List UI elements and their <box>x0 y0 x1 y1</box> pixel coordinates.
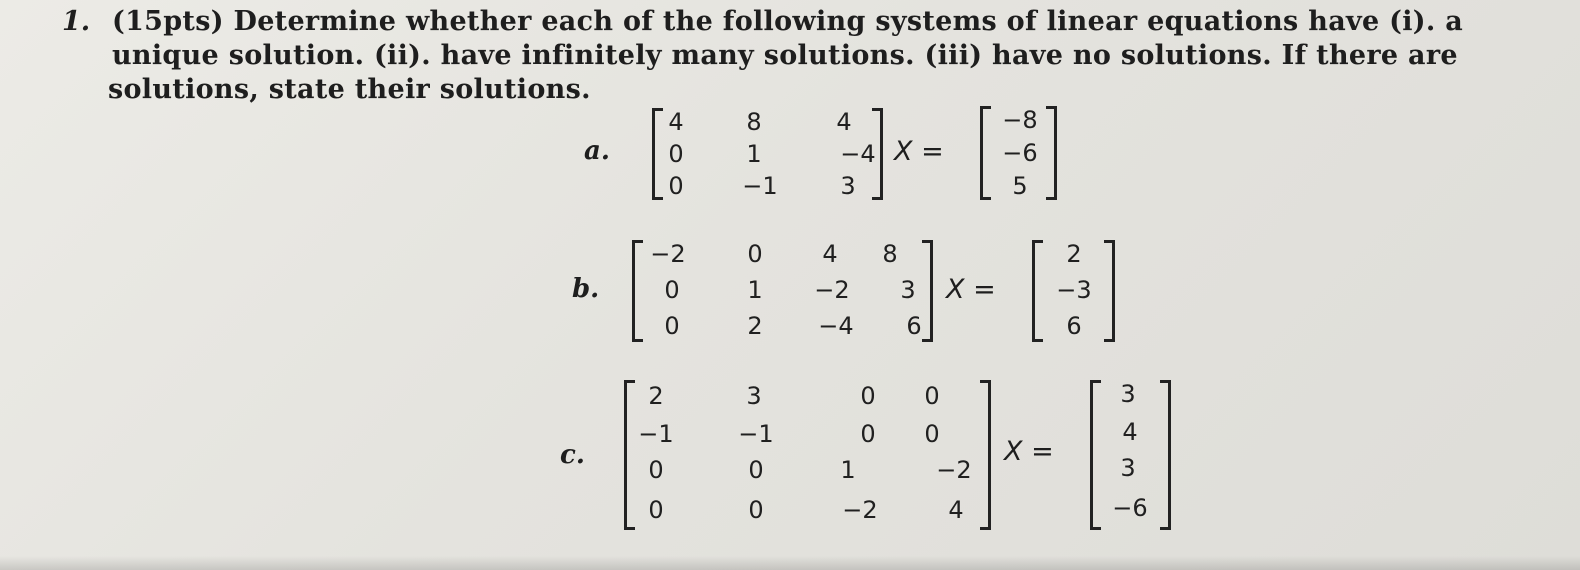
matrix-cell: 8 <box>746 108 762 136</box>
part-a-label: a. <box>584 136 610 166</box>
part-c-right-bracket <box>980 380 991 530</box>
vector-cell: −6 <box>1112 494 1148 522</box>
question-text-line-2: unique solution. (ii). have infinitely many solutions. (iii) have no solutions. If there are <box>112 40 1458 71</box>
part-c-rhs-right-bracket <box>1160 380 1171 530</box>
matrix-cell: −1 <box>638 420 674 448</box>
part-b-label: b. <box>572 274 600 304</box>
vector-cell: 6 <box>1066 312 1082 340</box>
matrix-cell: 0 <box>648 496 664 524</box>
matrix-cell: 0 <box>747 240 763 268</box>
matrix-cell: −1 <box>742 172 778 200</box>
matrix-cell: 3 <box>840 172 856 200</box>
matrix-cell: 0 <box>648 456 664 484</box>
vector-cell: 3 <box>1120 380 1136 408</box>
question-text-line-3: solutions, state their solutions. <box>108 74 591 105</box>
matrix-cell: 4 <box>668 108 684 136</box>
matrix-cell: 4 <box>822 240 838 268</box>
matrix-cell: 0 <box>664 312 680 340</box>
vector-cell: 4 <box>1122 418 1138 446</box>
matrix-cell: 8 <box>882 240 898 268</box>
part-b-rhs-right-bracket <box>1104 240 1115 342</box>
part-c-label: c. <box>560 440 585 470</box>
matrix-cell: 4 <box>836 108 852 136</box>
matrix-cell: 1 <box>840 456 856 484</box>
question-number: 1. <box>62 6 91 37</box>
matrix-cell: 2 <box>747 312 763 340</box>
matrix-cell: 0 <box>860 382 876 410</box>
page-edge-shadow <box>0 556 1580 570</box>
matrix-cell: −1 <box>738 420 774 448</box>
matrix-cell: 6 <box>906 312 922 340</box>
matrix-cell: 0 <box>748 496 764 524</box>
matrix-cell: 3 <box>900 276 916 304</box>
matrix-cell: −2 <box>842 496 878 524</box>
matrix-cell: 1 <box>746 140 762 168</box>
question-text-line-1: (15pts) Determine whether each of the following systems of linear equations have (i). a <box>112 6 1464 37</box>
part-b-rhs-left-bracket <box>1032 240 1043 342</box>
vector-cell: −8 <box>1002 106 1038 134</box>
part-b-right-bracket <box>922 240 933 342</box>
matrix-cell: −4 <box>840 140 876 168</box>
matrix-cell: 0 <box>668 140 684 168</box>
matrix-cell: 0 <box>668 172 684 200</box>
matrix-cell: 2 <box>648 382 664 410</box>
matrix-cell: 0 <box>860 420 876 448</box>
vector-cell: −6 <box>1002 139 1038 167</box>
vector-cell: 3 <box>1120 454 1136 482</box>
part-a-x-equals: X = <box>894 136 944 167</box>
vector-cell: 2 <box>1066 240 1082 268</box>
part-a-right-bracket <box>872 108 883 200</box>
matrix-cell: 0 <box>924 382 940 410</box>
matrix-cell: 3 <box>746 382 762 410</box>
part-c-x-equals: X = <box>1004 436 1054 467</box>
matrix-cell: −2 <box>650 240 686 268</box>
matrix-cell: 0 <box>748 456 764 484</box>
matrix-cell: 0 <box>664 276 680 304</box>
matrix-cell: 1 <box>747 276 763 304</box>
vector-cell: −3 <box>1056 276 1092 304</box>
part-a-rhs-right-bracket <box>1046 106 1057 200</box>
matrix-cell: −2 <box>936 456 972 484</box>
part-b-x-equals: X = <box>946 274 996 305</box>
matrix-cell: 0 <box>924 420 940 448</box>
matrix-cell: 4 <box>948 496 964 524</box>
vector-cell: 5 <box>1012 172 1028 200</box>
matrix-cell: −4 <box>818 312 854 340</box>
matrix-cell: −2 <box>814 276 850 304</box>
